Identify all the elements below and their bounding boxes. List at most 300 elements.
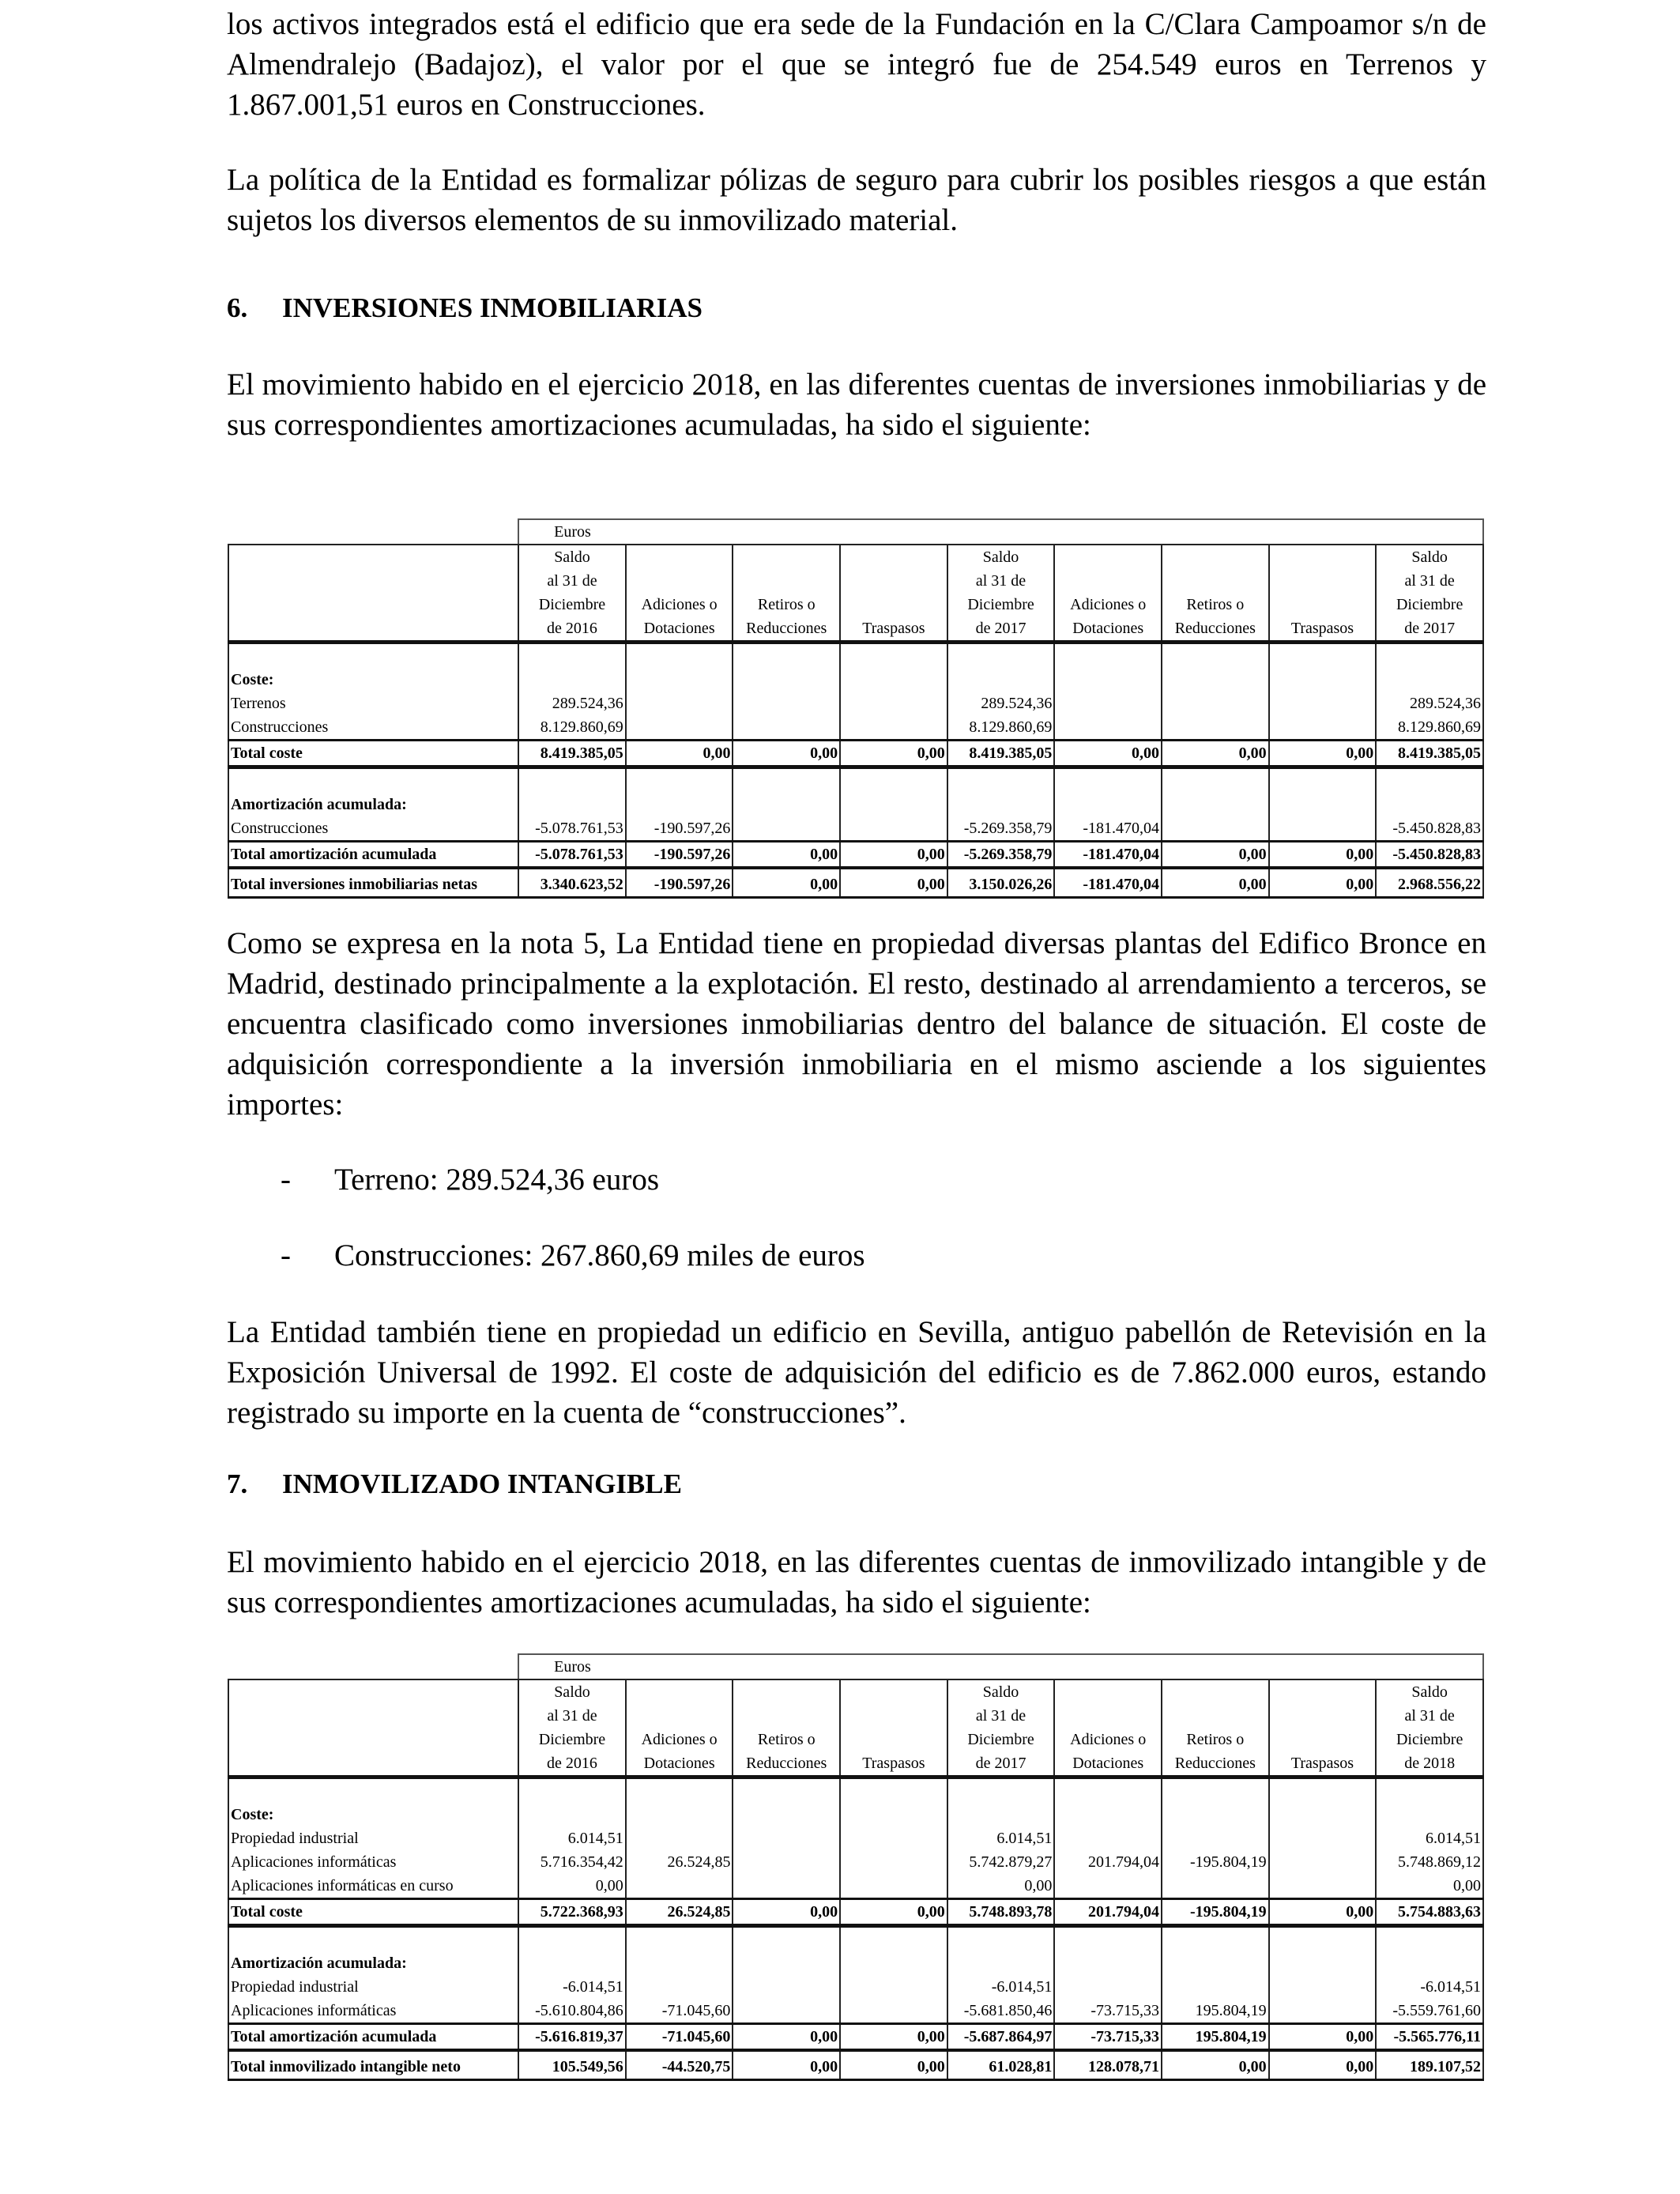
bullet-text: Terreno: 289.524,36 euros bbox=[334, 1163, 660, 1197]
value-cell bbox=[626, 715, 733, 741]
bullet-item-construcciones bbox=[281, 1235, 865, 1276]
row-label: Construcciones bbox=[228, 816, 518, 842]
value-cell: 289.524,36 bbox=[947, 692, 1055, 715]
value-cell: 0,00 bbox=[1162, 2050, 1269, 2080]
value-cell bbox=[518, 1926, 626, 1952]
value-cell bbox=[626, 1926, 733, 1952]
value-cell bbox=[1376, 668, 1483, 692]
column-header-line: Retiros o bbox=[1186, 1731, 1245, 1748]
column-header-line: Saldo bbox=[1411, 548, 1448, 566]
paragraph-politica-seguros: La política de la Entidad es formalizar pólizas de seguro para cubrir los posibles riesgos a que están sujetos los diversos elementos de su inmovilizado material. bbox=[227, 163, 1486, 237]
value-cell bbox=[518, 1803, 626, 1826]
value-cell: -190.597,26 bbox=[626, 868, 733, 898]
value-cell: -5.078.761,53 bbox=[518, 842, 626, 869]
column-header-line: Reducciones bbox=[746, 1755, 827, 1772]
table-row bbox=[228, 1874, 1483, 1899]
total-amortizacion-row bbox=[228, 842, 1483, 869]
value-cell: -181.470,04 bbox=[1054, 842, 1162, 869]
value-cell: 6.014,51 bbox=[518, 1826, 626, 1850]
value-cell: 5.748.893,78 bbox=[947, 1899, 1055, 1926]
column-header bbox=[1162, 1679, 1269, 1777]
section-label-row bbox=[228, 793, 1483, 816]
value-cell: 0,00 bbox=[840, 842, 947, 869]
value-cell bbox=[947, 767, 1055, 794]
value-cell: 0,00 bbox=[518, 1874, 626, 1899]
column-header bbox=[1054, 1679, 1162, 1777]
value-cell: 0,00 bbox=[733, 1899, 840, 1926]
column-header-line: Saldo bbox=[554, 548, 590, 566]
value-cell bbox=[840, 1975, 947, 1999]
row-label bbox=[228, 643, 518, 669]
value-cell bbox=[1269, 692, 1377, 715]
column-header-line: Dotaciones bbox=[1072, 1755, 1144, 1772]
currency-label: Euros bbox=[518, 519, 1483, 545]
value-cell bbox=[1054, 1803, 1162, 1826]
value-cell bbox=[733, 793, 840, 816]
value-cell: 195.804,19 bbox=[1162, 1999, 1269, 2024]
value-cell: 0,00 bbox=[1162, 842, 1269, 869]
grand-total-row bbox=[228, 868, 1483, 898]
value-cell bbox=[1054, 1777, 1162, 1804]
value-cell: 26.524,85 bbox=[626, 1899, 733, 1926]
value-cell bbox=[518, 668, 626, 692]
table-row bbox=[228, 1975, 1483, 1999]
bullet-dash: - bbox=[281, 1238, 291, 1272]
column-header bbox=[518, 1679, 626, 1777]
value-cell: 0,00 bbox=[1269, 2024, 1377, 2051]
value-cell bbox=[626, 1951, 733, 1975]
value-cell: 6.014,51 bbox=[1376, 1826, 1483, 1850]
row-label: Total inmovilizado intangible neto bbox=[228, 2050, 518, 2080]
value-cell bbox=[1162, 793, 1269, 816]
value-cell: 5.716.354,42 bbox=[518, 1850, 626, 1874]
value-cell bbox=[1376, 767, 1483, 794]
value-cell: -190.597,26 bbox=[626, 842, 733, 869]
value-cell bbox=[840, 1850, 947, 1874]
value-cell bbox=[1162, 668, 1269, 692]
value-cell bbox=[626, 1826, 733, 1850]
value-cell: -5.681.850,46 bbox=[947, 1999, 1055, 2024]
value-cell: 0,00 bbox=[733, 2024, 840, 2051]
section-title: INMOVILIZADO INTANGIBLE bbox=[282, 1468, 682, 1499]
value-cell bbox=[626, 793, 733, 816]
value-cell: 289.524,36 bbox=[1376, 692, 1483, 715]
value-cell: 0,00 bbox=[1162, 741, 1269, 767]
value-cell bbox=[1376, 643, 1483, 669]
bullet-text: Construcciones: 267.860,69 miles de euros bbox=[334, 1238, 865, 1272]
value-cell: 8.129.860,69 bbox=[1376, 715, 1483, 741]
paragraph-activos-integrados: los activos integrados está el edificio que era sede de la Fundación en la C/Clara Campoamor s/n de Almendralejo (Badajoz), el valor por el que se integró fue de 254.549 euros en Terrenos y 1.867.001,51 euros en Construcciones. bbox=[227, 7, 1486, 122]
value-cell bbox=[840, 1874, 947, 1899]
currency-header-row bbox=[228, 519, 1483, 545]
value-cell bbox=[733, 1999, 840, 2024]
row-label-header bbox=[228, 545, 518, 643]
value-cell bbox=[1162, 715, 1269, 741]
column-header-line: Dotaciones bbox=[643, 620, 715, 637]
column-header bbox=[626, 545, 733, 643]
total-amortizacion-row bbox=[228, 2024, 1483, 2051]
column-header bbox=[1269, 545, 1377, 643]
value-cell bbox=[947, 643, 1055, 669]
section-number: 6. bbox=[227, 292, 248, 323]
column-header bbox=[626, 1679, 733, 1777]
row-label: Terrenos bbox=[228, 692, 518, 715]
column-header-line: Retiros o bbox=[757, 1731, 816, 1748]
column-header bbox=[733, 1679, 840, 1777]
column-header-line: de 2017 bbox=[975, 620, 1026, 637]
inmovilizado-intangible-table bbox=[228, 1653, 1484, 2081]
column-header-line: de 2016 bbox=[547, 620, 597, 637]
value-cell: 0,00 bbox=[1269, 842, 1377, 869]
value-cell bbox=[626, 1975, 733, 1999]
value-cell: 5.742.879,27 bbox=[947, 1850, 1055, 1874]
spacer-row bbox=[228, 1777, 1483, 1804]
value-cell bbox=[1269, 1777, 1377, 1804]
value-cell: 0,00 bbox=[1162, 868, 1269, 898]
value-cell: 0,00 bbox=[1376, 1874, 1483, 1899]
value-cell bbox=[733, 1803, 840, 1826]
value-cell bbox=[626, 692, 733, 715]
value-cell bbox=[1376, 1803, 1483, 1826]
value-cell bbox=[1269, 1975, 1377, 1999]
value-cell: 128.078,71 bbox=[1054, 2050, 1162, 2080]
value-cell: 105.549,56 bbox=[518, 2050, 626, 2080]
column-header-line: Traspasos bbox=[1290, 620, 1354, 637]
column-header bbox=[1054, 545, 1162, 643]
value-cell: 2.968.556,22 bbox=[1376, 868, 1483, 898]
value-cell: 3.340.623,52 bbox=[518, 868, 626, 898]
value-cell bbox=[1269, 1951, 1377, 1975]
value-cell: -44.520,75 bbox=[626, 2050, 733, 2080]
value-cell bbox=[840, 715, 947, 741]
column-header-line: de 2016 bbox=[547, 1755, 597, 1772]
column-header bbox=[1376, 545, 1483, 643]
value-cell bbox=[1376, 1777, 1483, 1804]
value-cell: 0,00 bbox=[1269, 868, 1377, 898]
section-label-row bbox=[228, 1951, 1483, 1975]
value-cell bbox=[1376, 1951, 1483, 1975]
value-cell: -5.610.804,86 bbox=[518, 1999, 626, 2024]
value-cell bbox=[626, 643, 733, 669]
value-cell: 0,00 bbox=[733, 868, 840, 898]
value-cell bbox=[1269, 643, 1377, 669]
row-label bbox=[228, 1777, 518, 1804]
table-row bbox=[228, 1826, 1483, 1850]
value-cell: 0,00 bbox=[1269, 2050, 1377, 2080]
bullet-dash: - bbox=[281, 1163, 291, 1197]
row-label: Construcciones bbox=[228, 715, 518, 741]
value-cell: 0,00 bbox=[626, 741, 733, 767]
empty-cell bbox=[228, 519, 518, 545]
value-cell: 189.107,52 bbox=[1376, 2050, 1483, 2080]
value-cell bbox=[1376, 1926, 1483, 1952]
column-header-line: al 31 de bbox=[1404, 1707, 1455, 1725]
row-label: Total coste bbox=[228, 1899, 518, 1926]
value-cell bbox=[1054, 1975, 1162, 1999]
value-cell bbox=[1162, 767, 1269, 794]
value-cell bbox=[518, 793, 626, 816]
value-cell: -71.045,60 bbox=[626, 2024, 733, 2051]
column-header-row bbox=[228, 1679, 1483, 1777]
value-cell: 0,00 bbox=[840, 2050, 947, 2080]
value-cell: 8.129.860,69 bbox=[947, 715, 1055, 741]
column-header bbox=[947, 545, 1055, 643]
value-cell: -5.450.828,83 bbox=[1376, 842, 1483, 869]
value-cell bbox=[1054, 1926, 1162, 1952]
value-cell: 0,00 bbox=[1269, 1899, 1377, 1926]
value-cell bbox=[947, 1777, 1055, 1804]
value-cell: -181.470,04 bbox=[1054, 816, 1162, 842]
value-cell: -6.014,51 bbox=[947, 1975, 1055, 1999]
value-cell bbox=[840, 1926, 947, 1952]
section-label: Amortización acumulada: bbox=[228, 1951, 518, 1975]
value-cell bbox=[1269, 816, 1377, 842]
value-cell bbox=[1054, 715, 1162, 741]
column-header bbox=[840, 1679, 947, 1777]
value-cell bbox=[626, 1874, 733, 1899]
table-row bbox=[228, 816, 1483, 842]
value-cell: 201.794,04 bbox=[1054, 1850, 1162, 1874]
row-label: Total coste bbox=[228, 741, 518, 767]
value-cell bbox=[733, 715, 840, 741]
value-cell bbox=[840, 692, 947, 715]
column-header-line: Reducciones bbox=[1174, 620, 1256, 637]
value-cell: 0,00 bbox=[840, 868, 947, 898]
section-label: Coste: bbox=[228, 1803, 518, 1826]
value-cell bbox=[1269, 1803, 1377, 1826]
row-label: Propiedad industrial bbox=[228, 1975, 518, 1999]
total-coste-row bbox=[228, 1899, 1483, 1926]
column-header-line: Dotaciones bbox=[643, 1755, 715, 1772]
column-header-line: al 31 de bbox=[547, 572, 597, 590]
section-label: Amortización acumulada: bbox=[228, 793, 518, 816]
value-cell: 5.748.869,12 bbox=[1376, 1850, 1483, 1874]
column-header bbox=[840, 545, 947, 643]
column-header-line: Adiciones o bbox=[641, 596, 718, 613]
value-cell: 0,00 bbox=[840, 1899, 947, 1926]
value-cell bbox=[947, 1926, 1055, 1952]
paragraph-movimiento-inversiones: El movimiento habido en el ejercicio 2018, en las diferentes cuentas de inversiones inmobiliarias y de sus correspondientes amortizaciones acumuladas, ha sido el siguiente: bbox=[227, 368, 1486, 442]
value-cell: 195.804,19 bbox=[1162, 2024, 1269, 2051]
value-cell bbox=[1162, 1951, 1269, 1975]
value-cell bbox=[1162, 692, 1269, 715]
value-cell: 3.150.026,26 bbox=[947, 868, 1055, 898]
value-cell bbox=[840, 1777, 947, 1804]
row-label: Aplicaciones informáticas bbox=[228, 1850, 518, 1874]
spacer-row bbox=[228, 767, 1483, 794]
grand-total-row bbox=[228, 2050, 1483, 2080]
value-cell bbox=[733, 1926, 840, 1952]
value-cell bbox=[1162, 1826, 1269, 1850]
value-cell: -5.269.358,79 bbox=[947, 842, 1055, 869]
value-cell bbox=[947, 1803, 1055, 1826]
value-cell bbox=[1162, 1874, 1269, 1899]
column-header-line: de 2018 bbox=[1404, 1755, 1456, 1772]
value-cell: 0,00 bbox=[1054, 741, 1162, 767]
column-header-line: Retiros o bbox=[757, 596, 816, 613]
value-cell bbox=[1269, 668, 1377, 692]
column-header-line: Traspasos bbox=[1290, 1755, 1354, 1772]
row-label: Propiedad industrial bbox=[228, 1826, 518, 1850]
section-label-row bbox=[228, 1803, 1483, 1826]
column-header bbox=[1162, 545, 1269, 643]
value-cell bbox=[1162, 1803, 1269, 1826]
column-header bbox=[733, 545, 840, 643]
value-cell bbox=[518, 1951, 626, 1975]
value-cell: -5.269.358,79 bbox=[947, 816, 1055, 842]
value-cell: -71.045,60 bbox=[626, 1999, 733, 2024]
value-cell bbox=[1269, 1999, 1377, 2024]
value-cell bbox=[733, 1826, 840, 1850]
row-label: Aplicaciones informáticas bbox=[228, 1999, 518, 2024]
table-row bbox=[228, 692, 1483, 715]
column-header bbox=[947, 1679, 1055, 1777]
column-header-line: Adiciones o bbox=[641, 1731, 718, 1748]
value-cell: -5.450.828,83 bbox=[1376, 816, 1483, 842]
value-cell: -181.470,04 bbox=[1054, 868, 1162, 898]
value-cell bbox=[1269, 1874, 1377, 1899]
value-cell bbox=[733, 1975, 840, 1999]
value-cell bbox=[1054, 643, 1162, 669]
value-cell bbox=[518, 1777, 626, 1804]
value-cell: 5.722.368,93 bbox=[518, 1899, 626, 1926]
value-cell: -5.565.776,11 bbox=[1376, 2024, 1483, 2051]
value-cell bbox=[947, 1951, 1055, 1975]
currency-header-row bbox=[228, 1654, 1483, 1679]
value-cell: -190.597,26 bbox=[626, 816, 733, 842]
value-cell: -5.078.761,53 bbox=[518, 816, 626, 842]
column-header-line: Saldo bbox=[1411, 1683, 1448, 1701]
value-cell bbox=[1269, 1850, 1377, 1874]
value-cell bbox=[947, 793, 1055, 816]
value-cell bbox=[840, 1951, 947, 1975]
bullet-item-terreno bbox=[281, 1159, 659, 1200]
value-cell: 5.754.883,63 bbox=[1376, 1899, 1483, 1926]
value-cell bbox=[1054, 692, 1162, 715]
value-cell bbox=[733, 1850, 840, 1874]
section-title: INVERSIONES INMOBILIARIAS bbox=[282, 292, 703, 323]
value-cell bbox=[1376, 793, 1483, 816]
column-header-line: Saldo bbox=[982, 1683, 1019, 1701]
value-cell bbox=[1054, 1874, 1162, 1899]
value-cell bbox=[626, 1803, 733, 1826]
value-cell bbox=[733, 643, 840, 669]
value-cell bbox=[840, 767, 947, 794]
column-header-line: Traspasos bbox=[862, 1755, 925, 1772]
row-label: Total amortización acumulada bbox=[228, 2024, 518, 2051]
total-coste-row bbox=[228, 741, 1483, 767]
column-header-line: al 31 de bbox=[547, 1707, 597, 1725]
value-cell bbox=[1054, 767, 1162, 794]
value-cell: 0,00 bbox=[733, 2050, 840, 2080]
spacer-row bbox=[228, 1926, 1483, 1952]
value-cell: 0,00 bbox=[947, 1874, 1055, 1899]
value-cell bbox=[733, 816, 840, 842]
column-header-line: Reducciones bbox=[746, 620, 827, 637]
column-header bbox=[518, 545, 626, 643]
column-header-line: de 2017 bbox=[1404, 620, 1456, 637]
row-label: Aplicaciones informáticas en curso bbox=[228, 1874, 518, 1899]
column-header-line: al 31 de bbox=[975, 1707, 1026, 1725]
value-cell: -73.715,33 bbox=[1054, 1999, 1162, 2024]
column-header-line: Diciembre bbox=[967, 596, 1034, 613]
column-header-line: al 31 de bbox=[1404, 572, 1455, 590]
value-cell: 289.524,36 bbox=[518, 692, 626, 715]
value-cell: 8.419.385,05 bbox=[947, 741, 1055, 767]
value-cell bbox=[1269, 793, 1377, 816]
column-header-line: Adiciones o bbox=[1070, 1731, 1147, 1748]
value-cell bbox=[840, 1999, 947, 2024]
row-label-header bbox=[228, 1679, 518, 1777]
column-header-line: Reducciones bbox=[1174, 1755, 1256, 1772]
value-cell bbox=[1269, 767, 1377, 794]
column-header-line: Dotaciones bbox=[1072, 620, 1144, 637]
paragraph-movimiento-intangible: El movimiento habido en el ejercicio 2018, en las diferentes cuentas de inmovilizado intangible y de sus correspondientes amortizaciones acumuladas, ha sido el siguiente: bbox=[227, 1545, 1486, 1619]
value-cell bbox=[733, 1777, 840, 1804]
value-cell: -6.014,51 bbox=[1376, 1975, 1483, 1999]
value-cell bbox=[733, 767, 840, 794]
value-cell bbox=[1162, 1777, 1269, 1804]
section-heading-6 bbox=[227, 292, 703, 324]
paragraph-edificio-sevilla: La Entidad también tiene en propiedad un edificio en Sevilla, antiguo pabellón de Retevisión en la Exposición Universal de 1992. El coste de adquisición del edificio es de 7.862.000 euros, estando registrado su importe en la cuenta de “construcciones”. bbox=[227, 1315, 1486, 1430]
column-header-line: Diciembre bbox=[1396, 596, 1463, 613]
value-cell bbox=[840, 793, 947, 816]
value-cell bbox=[840, 816, 947, 842]
value-cell: 8.129.860,69 bbox=[518, 715, 626, 741]
value-cell: 0,00 bbox=[733, 842, 840, 869]
column-header-line: Diciembre bbox=[1396, 1731, 1463, 1748]
value-cell bbox=[1054, 1951, 1162, 1975]
section-label: Coste: bbox=[228, 668, 518, 692]
column-header-line: al 31 de bbox=[975, 572, 1026, 590]
value-cell: 8.419.385,05 bbox=[518, 741, 626, 767]
value-cell: -5.616.819,37 bbox=[518, 2024, 626, 2051]
value-cell: 0,00 bbox=[840, 741, 947, 767]
value-cell bbox=[733, 1951, 840, 1975]
section-heading-7 bbox=[227, 1468, 682, 1500]
value-cell bbox=[1269, 1926, 1377, 1952]
value-cell: 0,00 bbox=[840, 2024, 947, 2051]
value-cell: 26.524,85 bbox=[626, 1850, 733, 1874]
row-label bbox=[228, 1926, 518, 1952]
row-label: Total amortización acumulada bbox=[228, 842, 518, 869]
column-header-line: Retiros o bbox=[1186, 596, 1245, 613]
currency-label: Euros bbox=[518, 1654, 1483, 1679]
value-cell: -195.804,19 bbox=[1162, 1899, 1269, 1926]
value-cell bbox=[1269, 715, 1377, 741]
table-row bbox=[228, 1999, 1483, 2024]
value-cell bbox=[840, 643, 947, 669]
value-cell bbox=[1269, 1826, 1377, 1850]
value-cell bbox=[840, 668, 947, 692]
section-label-row bbox=[228, 668, 1483, 692]
inversiones-inmobiliarias-table bbox=[228, 518, 1484, 899]
value-cell: 0,00 bbox=[1269, 741, 1377, 767]
value-cell bbox=[1162, 643, 1269, 669]
row-label: Total inversiones inmobiliarias netas bbox=[228, 868, 518, 898]
value-cell: -5.559.761,60 bbox=[1376, 1999, 1483, 2024]
value-cell bbox=[626, 767, 733, 794]
value-cell bbox=[1162, 1926, 1269, 1952]
value-cell bbox=[1162, 816, 1269, 842]
value-cell: -5.687.864,97 bbox=[947, 2024, 1055, 2051]
value-cell: 201.794,04 bbox=[1054, 1899, 1162, 1926]
column-header-line: Diciembre bbox=[538, 1731, 606, 1748]
value-cell bbox=[1054, 1826, 1162, 1850]
value-cell: 61.028,81 bbox=[947, 2050, 1055, 2080]
column-header-row bbox=[228, 545, 1483, 643]
table-row bbox=[228, 715, 1483, 741]
